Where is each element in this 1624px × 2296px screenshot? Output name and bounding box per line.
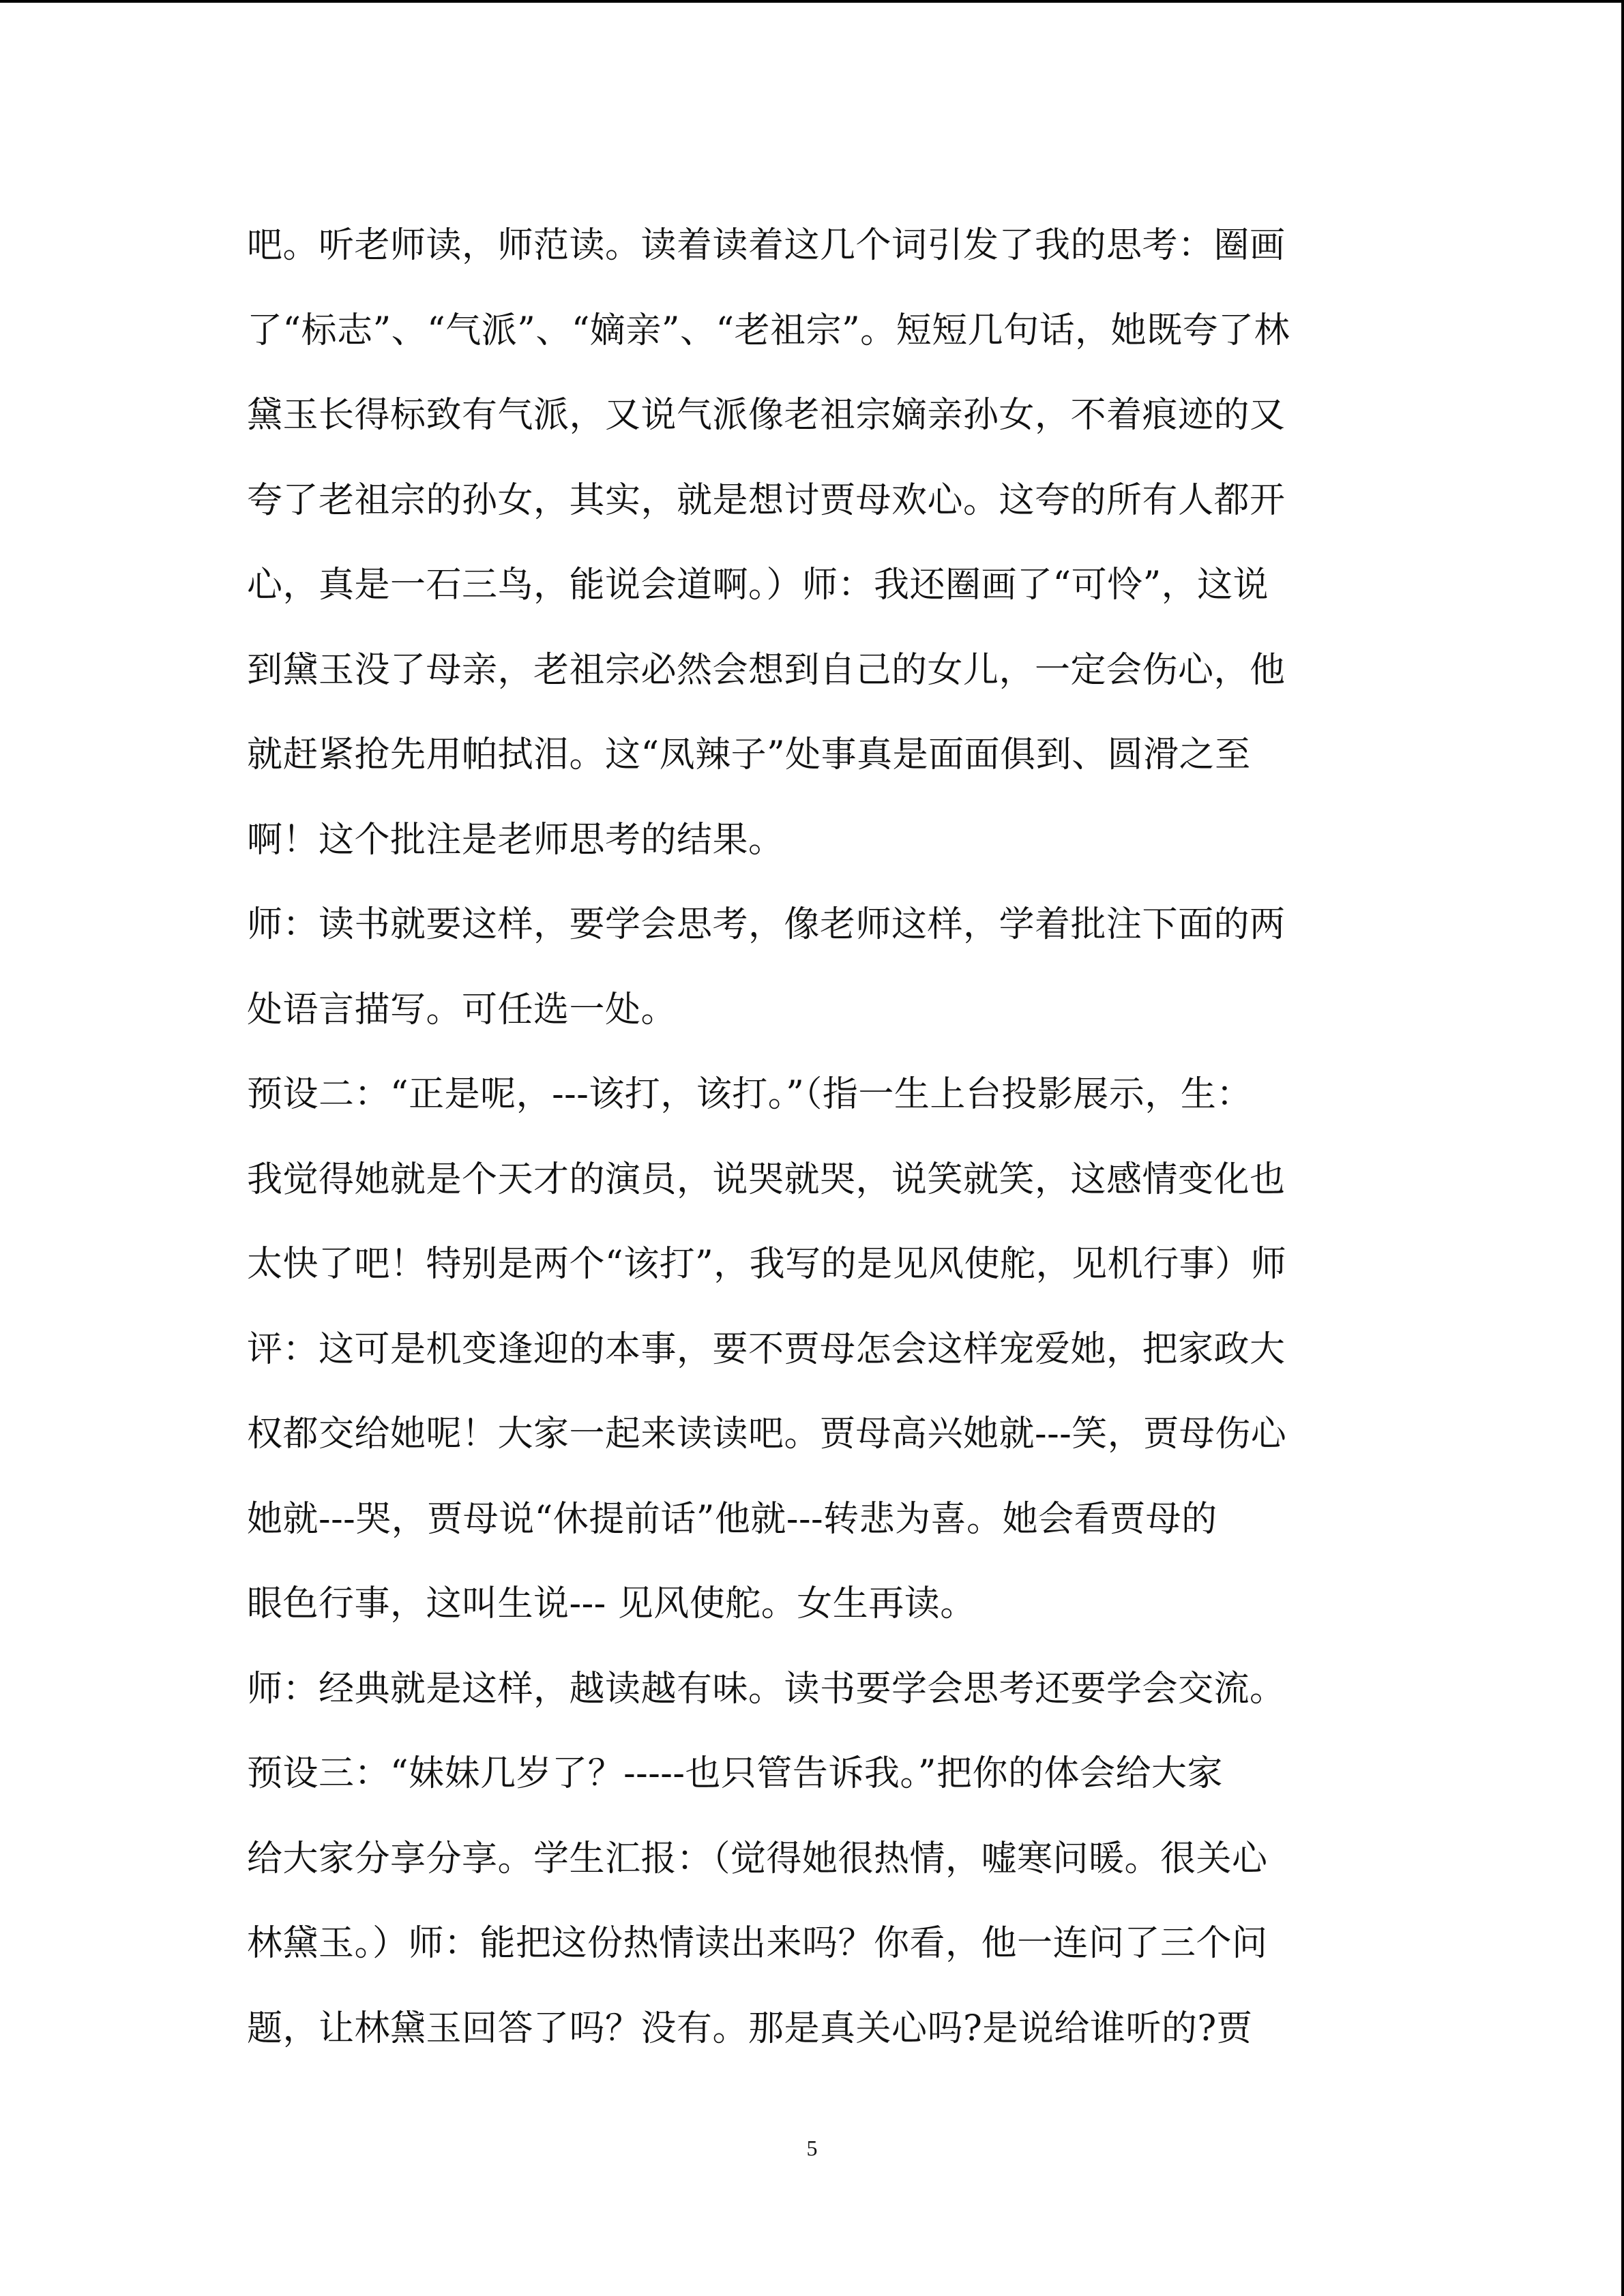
text-line: 师：读书就要这样，要学会思考，像老师这样，学着批注下面的两 <box>247 904 1286 945</box>
text-line: 师：经典就是这样，越读越有味。读书要学会思考还要学会交流。 <box>247 1668 1286 1710</box>
text-line: 我觉得她就是个天才的演员，说哭就哭，说笑就笑，这感情变化也 <box>247 1159 1286 1200</box>
text-line: 到黛玉没了母亲，老祖宗必然会想到自己的女儿，一定会伤心，他 <box>247 649 1286 691</box>
page-border-top <box>0 0 1624 3</box>
text-line: 心，真是一石三鸟，能说会道啊。）师：我还圈画了“可怜”，这说 <box>247 565 1269 606</box>
text-line: 眼色行事，这叫生说--- 见风使舵。女生再读。 <box>247 1583 976 1624</box>
text-line: 评：这可是机变逢迎的本事，要不贾母怎会这样宠爱她，把家政大 <box>247 1328 1286 1370</box>
text-line: 夸了老祖宗的孙女，其实，就是想讨贾母欢心。这夸的所有人都开 <box>247 479 1286 521</box>
text-line: 她就---哭，贾母说“休提前话”他就---转悲为喜。她会看贾母的 <box>247 1498 1217 1540</box>
body-text <box>247 203 1379 2071</box>
text-line: 权都交给她呢！大家一起来读读吧。贾母高兴她就---笑，贾母伤心 <box>247 1414 1287 1455</box>
text-line: 吧。听老师读，师范读。读着读着这几个词引发了我的思考：圈画 <box>247 225 1286 266</box>
text-line: 预设三：“妹妹几岁了？-----也只管告诉我。”把你的体会给大家 <box>247 1753 1224 1794</box>
page-number: 5 <box>806 2136 818 2160</box>
text-line: 林黛玉。）师：能把这份热情读出来吗？你看，他一连问了三个问 <box>247 1923 1268 1964</box>
text-line: 了“标志”、“气派”、“嫡亲”、“老祖宗”。短短几句话，她既夸了林 <box>247 310 1290 351</box>
text-line: 给大家分享分享。学生汇报：（觉得她很热情，嘘寒问暖。很关心 <box>247 1838 1268 1879</box>
text-line: 题，让林黛玉回答了吗？没有。那是真关心吗?是说给谁听的?贾 <box>247 2008 1253 2049</box>
text-line: 黛玉长得标致有气派，又说气派像老祖宗嫡亲孙女，不着痕迹的又 <box>247 395 1286 436</box>
text-line: 预设二：“正是呢，---该打，该打。”（指一生上台投影展示，生： <box>247 1074 1252 1115</box>
text-line: 啊！这个批注是老师思考的结果。 <box>247 819 784 861</box>
text-line: 处语言描写。可任选一处。 <box>247 989 677 1030</box>
text-line: 太快了吧！特别是两个“该打”，我写的是见风使舵，见机行事）师 <box>247 1244 1287 1285</box>
text-line: 就赶紧抢先用帕拭泪。这“凤辣子”处事真是面面俱到、圆滑之至 <box>247 734 1251 775</box>
page-border-right <box>1621 0 1624 2296</box>
